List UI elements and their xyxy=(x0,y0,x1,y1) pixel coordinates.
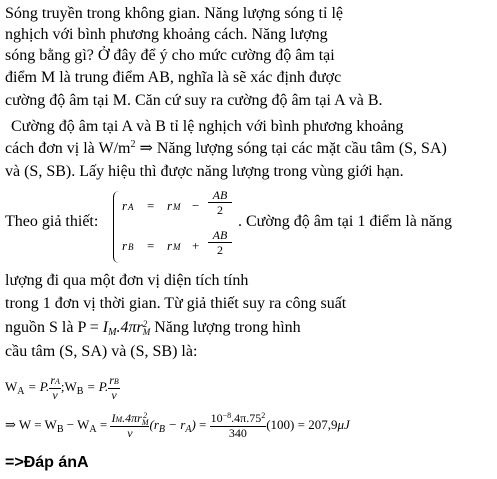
fraction-numerator: AB xyxy=(208,188,232,203)
fraction-denominator: 2 xyxy=(217,203,223,217)
text-segment: W = W xyxy=(15,417,57,433)
var-r: r xyxy=(122,238,128,253)
text-segment: cách đơn vị là W/m xyxy=(5,140,131,157)
plus-sign: + xyxy=(192,238,200,253)
fraction xyxy=(108,374,120,402)
text-segment: .4π.75 xyxy=(231,411,262,426)
text-line-9: lượng đi qua một đơn vị diện tích tính xyxy=(5,272,249,289)
formula-wa-wb xyxy=(5,374,120,402)
text-segment: ) xyxy=(191,417,196,433)
fraction xyxy=(49,374,61,402)
hypothesis-after: . Cường độ âm tại 1 điểm là năng xyxy=(238,213,452,230)
text-line-8: và (S, SB). Lấy hiệu thì được năng lượng trong vùng giới hạn. xyxy=(5,163,404,180)
var-I: I xyxy=(102,319,109,336)
fraction-denominator: v xyxy=(111,388,117,402)
text-segment: − W xyxy=(63,417,90,433)
fraction-denominator: 2 xyxy=(217,243,223,257)
system-row-1 xyxy=(122,188,242,228)
text-segment: (r xyxy=(149,417,159,433)
fraction xyxy=(210,412,267,440)
answer-label: =>Đáp ánA xyxy=(5,454,89,471)
fraction-numerator xyxy=(210,412,267,427)
fraction-numerator: AB xyxy=(208,228,232,243)
fraction-denominator: v xyxy=(127,426,133,441)
unit: μJ xyxy=(337,417,350,433)
text-line-11 xyxy=(5,318,301,340)
var-r: r xyxy=(109,373,114,387)
sup-sub-stack xyxy=(142,412,149,426)
fraction xyxy=(110,412,149,440)
subscript: M xyxy=(142,327,151,338)
fraction-numerator xyxy=(49,374,61,389)
text-line-12: cầu tâm (S, SA) và (S, SB) là: xyxy=(5,343,198,360)
subscript: A xyxy=(185,424,192,436)
hypothesis-label: Theo giả thiết: xyxy=(5,213,99,230)
text-segment: = P. xyxy=(24,378,50,394)
fraction xyxy=(208,188,232,217)
text-line-6: Cường độ âm tại A và B tỉ lệ nghịch với bình phương khoảng xyxy=(11,118,404,135)
fraction xyxy=(208,228,232,257)
text-line-5: cường độ âm tại M. Căn cứ suy ra cường độ âm tại A và B. xyxy=(5,92,383,109)
subscript: B xyxy=(76,385,84,397)
text-segment: Năng lượng sóng tại các mặt cầu tâm (S, SA) xyxy=(152,140,447,157)
equals-sign: = xyxy=(147,198,155,213)
text-line-4: điểm M là trung điểm AB, nghĩa là sẽ xác định được xyxy=(5,69,342,86)
text-segment: .4πr xyxy=(116,319,143,336)
subscript: A xyxy=(89,424,97,436)
var-r: r xyxy=(167,198,173,213)
text-line-2: nghịch với bình phương khoảng cách. Năng lượng xyxy=(5,26,328,43)
superscript: 2 xyxy=(142,319,148,330)
formula-result xyxy=(5,412,350,440)
text-line-7 xyxy=(5,139,447,161)
text-segment: W xyxy=(5,378,18,394)
implies-arrow: ⇒ xyxy=(5,417,16,433)
subscript: A xyxy=(128,202,134,212)
implies-arrow: ⇒ xyxy=(139,140,153,157)
text-line-10: trong 1 đơn vị thời gian. Từ giả thiết suy ra công suất xyxy=(5,295,347,312)
superscript: 2 xyxy=(261,411,266,421)
subscript: B xyxy=(158,424,165,436)
subscript: M xyxy=(115,415,123,424)
var-I: I xyxy=(111,411,116,425)
subscript: M xyxy=(108,327,117,338)
superscript: −8 xyxy=(222,411,232,421)
fraction-numerator xyxy=(108,374,120,389)
subscript: B xyxy=(113,377,119,386)
text-segment: Năng lượng trong hình xyxy=(150,319,301,336)
text-segment: (100) = 207,9 xyxy=(266,417,338,433)
subscript: B xyxy=(128,242,134,252)
equals-sign: = xyxy=(147,238,155,253)
text-segment: nguồn S là P = xyxy=(5,319,103,336)
fraction-denominator: 340 xyxy=(228,426,247,441)
text-segment: .4πr xyxy=(122,411,142,425)
var-r: r xyxy=(50,373,55,387)
system-brace xyxy=(113,191,122,263)
superscript: 2 xyxy=(143,411,148,421)
superscript: 2 xyxy=(130,139,136,150)
minus-sign: − xyxy=(192,198,200,213)
text-line-1: Sóng truyền trong không gian. Năng lượng sóng tỉ lệ xyxy=(5,5,343,22)
system-row-2 xyxy=(122,228,242,268)
text-segment: 10 xyxy=(210,411,223,426)
subscript: A xyxy=(54,377,60,386)
subscript: M xyxy=(173,242,181,252)
var-r: r xyxy=(167,238,173,253)
fraction-denominator: v xyxy=(52,388,58,402)
subscript: M xyxy=(141,418,149,428)
fraction-numerator xyxy=(110,412,149,427)
subscript: M xyxy=(173,202,181,212)
text-segment: = xyxy=(195,417,210,433)
text-segment: ;W xyxy=(60,378,77,394)
subscript: A xyxy=(17,385,25,397)
subscript: B xyxy=(56,424,64,436)
text-segment: − r xyxy=(164,417,186,433)
text-segment: = xyxy=(96,417,111,433)
text-segment: = P. xyxy=(83,378,109,394)
text-line-3: sóng bằng gì? Ở đây để ý cho mức cường độ âm tại xyxy=(5,47,335,64)
var-r: r xyxy=(122,198,128,213)
